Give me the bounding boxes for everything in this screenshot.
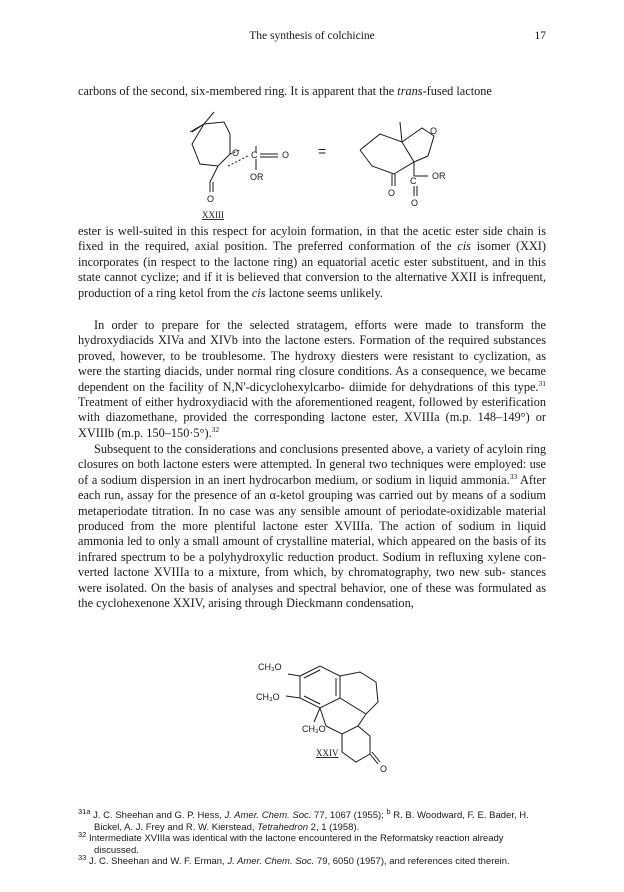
equilibrium-sign: = [318, 143, 327, 159]
p2-line: diimide for dehydrations of this type. [349, 379, 539, 394]
struct-atom-ch3o: CH₃O [302, 724, 326, 734]
p2-line: substances proved, however, to be troublesome. The hydroxy diesters were resistant [78, 333, 546, 363]
struct-atom-o-ketone-right: O [388, 188, 396, 198]
struct-atom-c: C [251, 150, 258, 160]
footnote-ref: 32 [211, 424, 220, 434]
top-line-text: carbons of the second, six-membered ring. It is apparent that the [78, 84, 398, 98]
running-head [78, 30, 546, 46]
top-line-italic: trans [397, 84, 423, 98]
struct-atom-or: OR [250, 172, 264, 182]
footnotes [78, 806, 546, 868]
footnote-mark: 33 [78, 852, 87, 862]
running-title: The synthesis of colchicine [249, 30, 375, 42]
footnote-text: R. B. Woodward, F. E. Bader, H. Bickel, A. J. Frey and R. W. Kierstead, [94, 810, 529, 833]
struct-atom-o-ring: O [232, 148, 240, 158]
paragraph-2 [78, 318, 546, 441]
struct-atom-o-right-ring: O [430, 126, 438, 136]
struct-atom-ch3o: CH₃O [258, 662, 282, 672]
p1-line: substituent, and in this state cannot cyclize; and if it is believed that conversion to the [78, 254, 547, 285]
p3-line: small amount of crystalline material, which appeared on the basis of its infrared [78, 534, 547, 564]
p3-line: was any sensible amount of periodate-oxidizable material produced from the more [78, 503, 546, 534]
p3-line: After each run, assay for the presence of an α-ketol [78, 472, 546, 503]
structure-xxiii [170, 104, 470, 220]
footnote-mark: b [386, 806, 391, 816]
p1-italic: cis [251, 285, 266, 300]
p2-line: As a consequence, we became dependent on the facility of N,N'-dicyclohexylcarbo- [78, 364, 546, 394]
footnote-text: J. C. Sheehan and W. F. Erman, [86, 856, 228, 867]
compound-label-xxiv: XXIV [316, 748, 339, 758]
p1-line: lactone seems [265, 285, 338, 300]
struct-atom-o-ketone: O [380, 764, 388, 774]
paragraph-1 [78, 224, 546, 301]
compound-label-xxiii: XXIII [202, 210, 224, 220]
struct-atom-o-ketone: O [207, 194, 215, 204]
paragraph-3 [78, 442, 546, 611]
structure-xxiv [250, 656, 410, 776]
page-number: 17 [534, 30, 546, 42]
footnote-31 [78, 806, 546, 833]
p3-line: formulated as the cyclohexenone XXIV, arising through Dieckmann condensation, [78, 580, 546, 611]
p3-line: sodium in liquid ammonia. [375, 472, 510, 487]
p3-line: acyloin ring closures on both lactone esters were attempted. In general two techniques [78, 442, 547, 472]
footnote-33 [78, 852, 546, 868]
p2-line: to cyclization, as were the starting diacids, under normal ring closure conditions. [78, 348, 546, 379]
p1-line: ester is well-suited in this respect for acyloin formation, in that the acetic ester side [78, 224, 503, 238]
footnote-journal: J. Amer. Chem. Soc. [224, 810, 312, 821]
struct-atom-or-right: OR [432, 171, 446, 181]
footnote-32 [78, 829, 546, 856]
p2-line: In order to prepare for the selected stratagem, efforts were made to transform the [94, 318, 546, 332]
p2-line: corresponding lactone ester, XVIIIa (m.p. 148–149°) or XVIIIb (m.p. 150–150·5°). [78, 410, 546, 440]
footnote-ref: 33 [509, 471, 518, 481]
footnote-journal: Tetrahedron [257, 821, 309, 833]
p3-line: grouping was carried out by means of a sodium metaperiodate titration. In no case [78, 488, 546, 518]
struct-atom-o-carbonyl: O [282, 150, 290, 160]
footnote-text: Intermediate XVIIIa was identical with the lactone encountered in the Reformatsky reaction already discussed. [86, 833, 504, 856]
footnote-ref: 31 [538, 378, 546, 388]
p3-line: stances were isolated. On the basis of analyses and spectral behavior, one of these was [78, 565, 546, 595]
p3-line: spectrum to be a polyhydroxylic reduction product. Sodium in refluxing xylene con- [120, 549, 546, 564]
p3-line: plentiful lactone ester XVIIIa. The action of sodium in liquid ammonia led to only a [78, 519, 547, 549]
p2-line: hydroxydiacids XIVa and XIVb into the lactone esters. Formation of the required [78, 333, 490, 348]
p1-line: alternative XXII is infrequent, production of a ring ketol from the [78, 270, 547, 300]
p1-line: chain is fixed in the required, axial position. The preferred conformation of the [78, 224, 546, 254]
p2-line: Treatment of either hydroxydiacid with the [78, 395, 292, 410]
footnote-mark: 31a [78, 806, 91, 816]
footnote-journal: J. Amer. Chem. Soc. [227, 856, 315, 867]
footnote-text: 77, 1067 (1955); [311, 810, 387, 821]
footnote-text: 2, 1 (1958). [308, 821, 360, 833]
struct-atom-c-right: C [410, 176, 417, 186]
p1-italic: cis [457, 239, 471, 254]
p1-line: unlikely. [340, 285, 383, 300]
top-line-text-end: -fused lactone [422, 84, 492, 98]
p3-line: were employed: use of a sodium dispersion in an inert hydrocarbon medium, or [78, 457, 547, 487]
footnote-text: 79, 6050 (1957), and references cited therein. [314, 856, 510, 867]
p1-line: isomer (XXI) incorporates (in respect to the lactone ring) an equatorial acetic ester [78, 239, 546, 269]
p3-line: verted lactone XVIIIa to a mixture, from which, by chromatography, two new sub- [78, 565, 506, 580]
struct-atom-o-carbonyl-right: O [411, 198, 419, 208]
footnote-mark: 32 [78, 829, 87, 839]
footnote-text: J. C. Sheehan and G. P. Hess, [93, 810, 225, 821]
p2-line: aforementioned reagent, followed by esterification with diazomethane, provided the [78, 395, 546, 425]
top-line [78, 84, 546, 99]
p3-line: Subsequent to the considerations and conclusions presented above, a variety of [94, 442, 484, 456]
struct-atom-ch3o: CH₃O [256, 692, 280, 702]
